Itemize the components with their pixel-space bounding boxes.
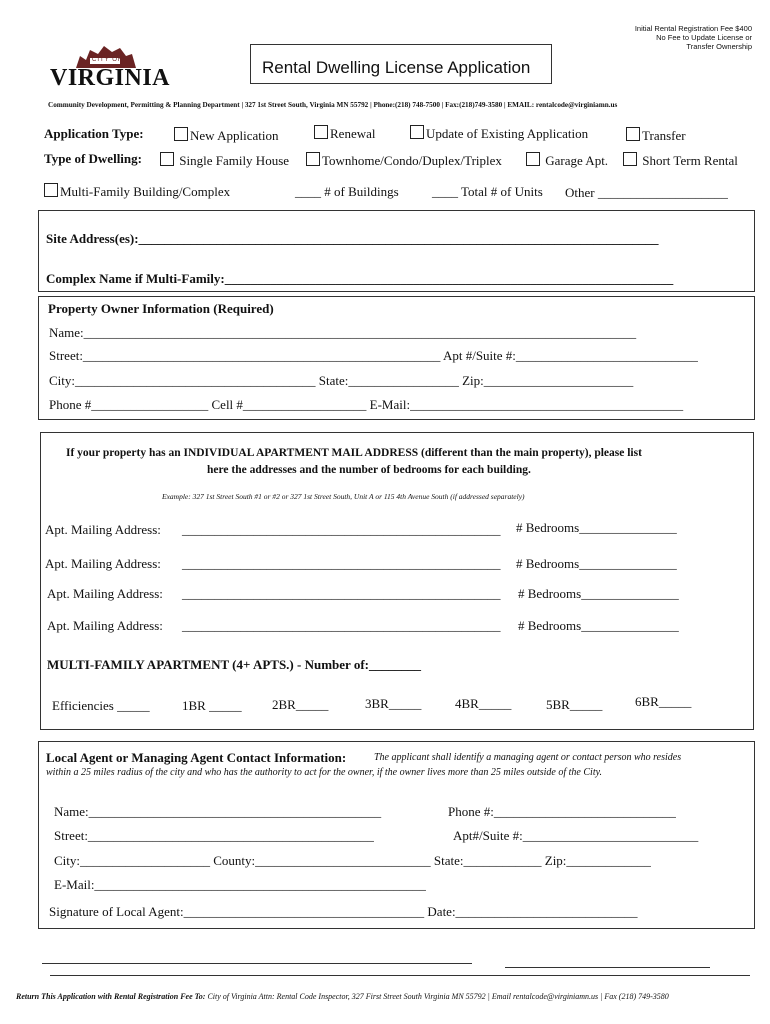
checkbox[interactable] [623,152,637,166]
footer-bold: Return This Application with Rental Registration Fee To: [16,992,206,1001]
checkbox[interactable] [626,127,640,141]
apt-bedrooms-field[interactable]: # Bedrooms_______________ [518,586,679,601]
multi-family-option[interactable] [44,183,230,200]
agent-name-field[interactable]: Name:_____________________________________________ [54,804,382,819]
title-box [250,44,552,84]
owner-heading: Property Owner Information (Required) [48,301,274,316]
footer-return-info [16,992,669,1001]
apt-address-field[interactable]: _________________________________________________ [182,556,501,571]
checkbox[interactable] [306,152,320,166]
apt-bedrooms-field[interactable]: # Bedrooms_______________ [516,520,677,535]
5br-field[interactable]: 5BR_____ [546,697,603,712]
buildings-field[interactable]: ____ # of Buildings [295,184,399,199]
update-option[interactable] [410,125,588,142]
apartment-box [40,432,754,730]
option-label: Townhome/Condo/Duplex/Triplex [322,153,502,168]
apt-address-field[interactable]: _________________________________________________ [182,586,501,601]
other-field[interactable]: Other ____________________ [565,185,728,200]
option-label: Single Family House [179,153,290,168]
site-address-field[interactable]: Site Address(es):________________________________________________________________________________ [46,231,659,246]
6br-field[interactable]: 6BR_____ [635,694,692,709]
option-label: Short Term Rental [642,153,738,168]
department-info: Community Development, Permitting & Planning Department | 327 1st Street South, Virginia MN 55792 | Phone:(218) 748-7500 | Fax:(218)749-3580 | EMAIL: rentalcode@virginiamn.us [48,101,618,109]
apt-address-label: Apt. Mailing Address: [47,618,163,633]
fee-note [635,24,752,51]
option-label: Transfer [642,128,686,143]
footer-divider [50,975,750,976]
agent-email-field[interactable]: E-Mail:___________________________________________________ [54,877,426,892]
footer-rest: City of Virginia Attn: Rental Code Inspector, 327 First Street South Virginia MN 55792 | Email rentalcode@virginiamn.us | Fax (218) 749-3580 [205,992,669,1001]
apartment-notice-line2: here the addresses and the number of bedrooms for each building. [207,464,531,476]
units-field[interactable]: ____ Total # of Units [432,184,543,199]
efficiencies-field[interactable]: Efficiencies _____ [52,698,150,713]
agent-apt-field[interactable]: Apt#/Suite #:___________________________ [453,828,699,843]
4br-field[interactable]: 4BR_____ [455,696,512,711]
owner-street-field[interactable]: Street:_______________________________________________________ Apt #/Suite #:____________________________ [49,348,698,363]
application-type-label: Application Type: [44,126,144,141]
agent-city-field[interactable]: City:____________________ County:___________________________ State:____________ Zip:_____________ [54,853,651,868]
fee-note-line: No Fee to Update License or [656,33,752,42]
option-label: New Application [190,128,279,143]
multifamily-apartment-heading[interactable]: MULTI-FAMILY APARTMENT (4+ APTS.) - Number of:________ [47,657,421,672]
option-label: Multi-Family Building/Complex [60,184,231,199]
single-family-option[interactable] [160,152,289,169]
3br-field[interactable]: 3BR_____ [365,696,422,711]
apt-address-label: Apt. Mailing Address: [45,522,161,537]
checkbox[interactable] [410,125,424,139]
1br-field[interactable]: 1BR _____ [182,698,242,713]
agent-signature-field[interactable]: Signature of Local Agent:_____________________________________ Date:____________________________ [49,904,638,919]
signature-line[interactable] [42,963,472,964]
agent-heading: Local Agent or Managing Agent Contact Information: [46,750,347,765]
fee-note-line: Transfer Ownership [686,42,752,51]
apt-bedrooms-field[interactable]: # Bedrooms_______________ [518,618,679,633]
dwelling-type-label: Type of Dwelling: [44,151,142,166]
agent-phone-field[interactable]: Phone #:____________________________ [448,804,676,819]
apartment-notice-line1: If your property has an INDIVIDUAL APARTMENT MAIL ADDRESS (different than the main property), please list [66,447,642,459]
option-label: Renewal [330,126,376,141]
option-label: Update of Existing Application [426,126,589,141]
date-line[interactable] [505,967,710,968]
option-label: Garage Apt. [545,153,609,168]
checkbox[interactable] [160,152,174,166]
agent-description-line1: The applicant shall identify a managing agent or contact person who resides [374,752,682,763]
townhome-option[interactable] [306,152,502,169]
apt-address-label: Apt. Mailing Address: [47,586,163,601]
short-term-rental-option[interactable] [623,152,738,169]
apt-bedrooms-field[interactable]: # Bedrooms_______________ [516,556,677,571]
apt-address-label: Apt. Mailing Address: [45,556,161,571]
form-title: Rental Dwelling License Application [262,58,531,77]
checkbox[interactable] [174,127,188,141]
complex-name-field[interactable]: Complex Name if Multi-Family:_____________________________________________________________________ [46,271,674,286]
checkbox[interactable] [44,183,58,197]
checkbox[interactable] [526,152,540,166]
city-logo [46,38,171,91]
new-application-option[interactable] [174,127,278,144]
apt-address-field[interactable]: _________________________________________________ [182,522,501,537]
apartment-example: Example: 327 1st Street South #1 or #2 or 327 1st Street South, Unit A or 115 4th Avenue South (if addressed separately) [162,492,525,501]
logo-top-text: CITY OF [92,57,123,63]
owner-city-field[interactable]: City:_____________________________________ State:_________________ Zip:_______________________ [49,373,634,388]
garage-apt-option[interactable] [526,152,608,169]
owner-name-field[interactable]: Name:_____________________________________________________________________________________ [49,325,637,340]
fee-note-line: Initial Rental Registration Fee $400 [634,24,752,33]
renewal-option[interactable] [314,125,375,142]
logo-name: VIRGINIA [50,65,171,91]
agent-street-field[interactable]: Street:____________________________________________ [54,828,374,843]
owner-phone-field[interactable]: Phone #__________________ Cell #___________________ E-Mail:__________________________________________ [49,397,684,412]
checkbox[interactable] [314,125,328,139]
agent-description-line2: within a 25 miles radius of the city and who has the authority to act for the owner, if the owner lives more than 25 miles outside of the City. [46,767,602,778]
2br-field[interactable]: 2BR_____ [272,697,329,712]
apt-address-field[interactable]: _________________________________________________ [182,618,501,633]
transfer-option[interactable] [626,127,686,144]
